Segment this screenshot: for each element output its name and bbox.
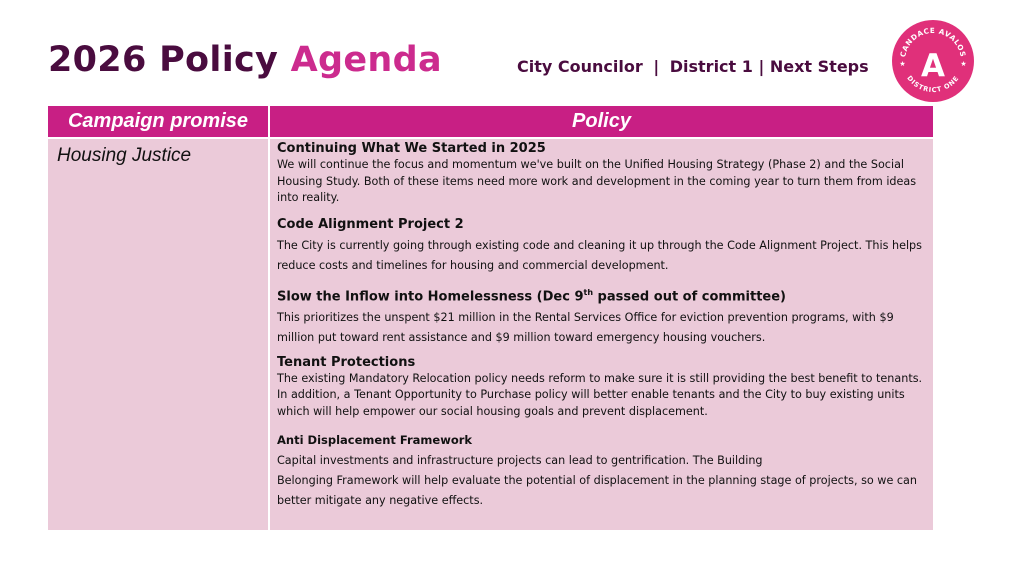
policy-cell [269, 138, 933, 530]
policy-section [277, 355, 927, 421]
policy-section-body: Belonging Framework will help evaluate the potential of displacement in the planning stage of projects, so we can better mitigate any negative effects. [277, 474, 917, 508]
subtitle-role: City Councilor [517, 57, 643, 76]
logo-ring-text-bottom: DISTRICT ONE [905, 74, 961, 95]
candace-avalos-logo [892, 20, 974, 102]
policy-section-body: This prioritizes the unspent $21 million in the Rental Services Office for eviction prevention programs, with $9 million put toward rent assistance and $9 million toward emergency housing vouchers. [277, 310, 894, 344]
logo-letter: A [921, 48, 945, 84]
page-title [48, 40, 442, 80]
subtitle-district: District 1 | Next Steps [669, 57, 869, 76]
policy-section-title: Continuing What We Started in 2025 [277, 141, 546, 156]
policy-section-title [277, 285, 927, 305]
policy-section-body: The existing Mandatory Relocation policy needs reform to make sure it is still providing the best benefit to tenants. In addition, a Tenant Opportunity to Purchase policy will better enable tenants and the City to buy existing units which will help empower our social housing goals and prevent displacement. [277, 371, 923, 418]
policy-section [277, 217, 927, 276]
policy-section-body: Capital investments and infrastructure projects can lead to gentrification. The Building [277, 454, 763, 468]
policy-section [277, 285, 927, 348]
policy-list [270, 139, 933, 515]
policy-section [277, 141, 927, 207]
column-header-policy: Policy [269, 106, 933, 138]
policy-section-body: We will continue the focus and momentum we've built on the Unified Housing Strategy (Phase 2) and the Social Housing Study. Both of these items need more work and development in the coming year to turn them from ideas into reality. [277, 158, 917, 204]
promise-cell [48, 138, 269, 530]
star-icon: ★ [899, 60, 906, 68]
policy-section-title: Anti Displacement Framework [277, 433, 473, 448]
page-title-accent: Agenda [290, 40, 442, 80]
page-title-main: 2026 Policy [48, 40, 279, 80]
page-subtitle [517, 57, 869, 76]
table-row [48, 138, 933, 530]
policy-section-title-text: Slow the Inflow into Homelessness (Dec 9 [277, 288, 584, 304]
policy-section-body: The City is currently going through existing code and cleaning it up through the Code Alignment Project. This helps reduce costs and timelines for housing and commercial development. [277, 238, 922, 272]
policy-section-title: Code Alignment Project 2 [277, 216, 464, 232]
logo-ring-text-top: CANDACE AVALOS [898, 25, 968, 58]
policy-section [277, 432, 927, 511]
promise-housing-justice: Housing Justice [57, 145, 192, 166]
policy-table [48, 106, 933, 530]
column-header-campaign-promise: Campaign promise [48, 106, 269, 138]
policy-section-title: Tenant Protections [277, 354, 416, 370]
table-header-row [48, 106, 933, 138]
policy-section-title-text: passed out of committee) [593, 288, 786, 304]
subtitle-separator: | [653, 57, 660, 76]
policy-section-title-superscript: th [583, 287, 594, 297]
star-icon: ★ [960, 60, 967, 68]
